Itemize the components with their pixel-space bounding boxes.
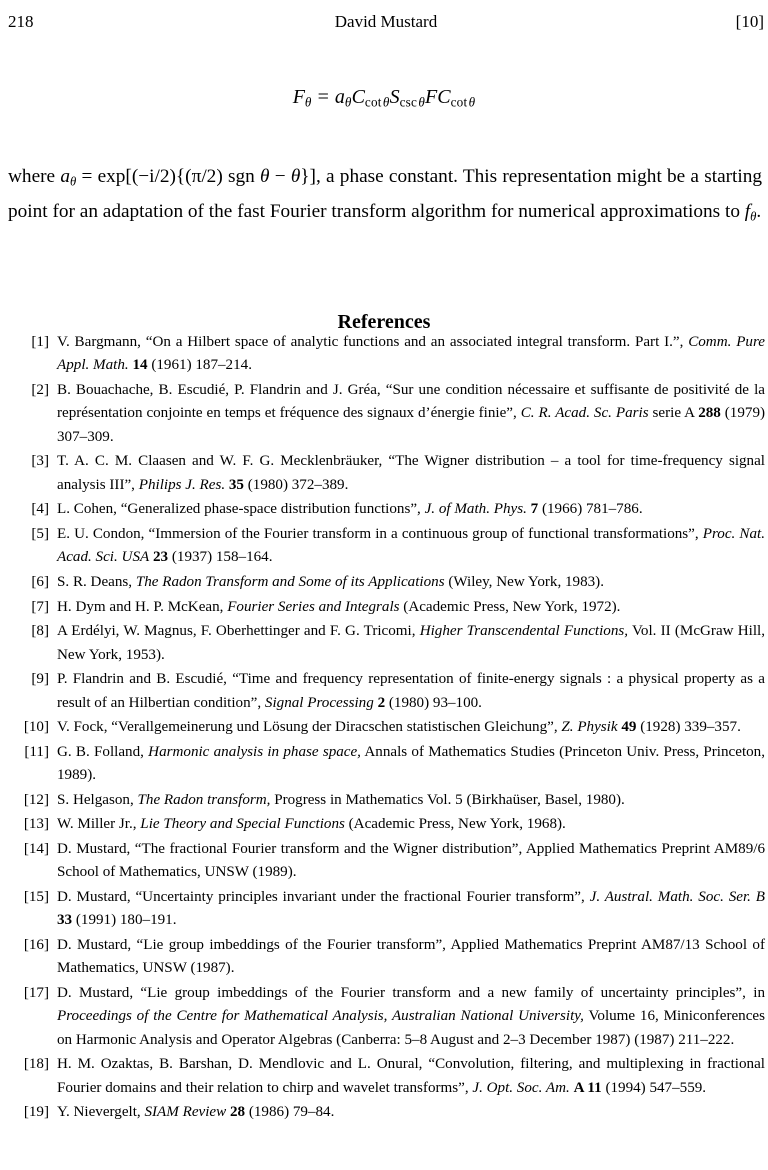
reference-entry: [8, 620, 765, 667]
reference-text-segment: (Academic Press, New York, 1972).: [399, 598, 621, 615]
reference-text: [57, 813, 765, 836]
reference-text: [57, 379, 765, 449]
reference-entry: [8, 596, 765, 619]
reference-text-segment: J. of Math. Phys.: [424, 501, 527, 518]
reference-text-segment: Z. Physik: [561, 719, 618, 736]
reference-text-segment: P. Flandrin and B. Escudié, “Time and frequency representation of finite-energy signals : a physical property as a result of an Hilbertian condition”,: [57, 671, 765, 711]
reference-text-segment: (1966) 781–786.: [538, 501, 643, 518]
running-head-title: David Mustard: [334, 12, 438, 31]
reference-number: [3]: [31, 453, 49, 470]
reference-number: [16]: [23, 936, 49, 953]
reference-text-segment: J. Opt. Soc. Am.: [472, 1079, 570, 1096]
reference-text: [57, 571, 765, 594]
reference-entry: [8, 571, 765, 594]
reference-text-segment: E. U. Condon, “Immersion of the Fourier transform in a continuous group of functional transformations”,: [57, 526, 703, 542]
reference-text-segment: Vol. II (McGraw Hill, New York, 1953).: [57, 623, 765, 663]
reference-text: [57, 716, 765, 739]
reference-text-segment: J. Austral. Math. Soc. Ser. B: [589, 888, 765, 905]
reference-text: [57, 741, 765, 788]
para-equals: =: [81, 166, 93, 188]
reference-text-segment: T. A. C. M. Claasen and W. F. G. Mecklenbräuker, “The Wigner distribution – a tool for time-frequency signal analysis III”,: [57, 453, 765, 493]
reference-text-segment: Annals of Mathematics Studies (Princeton Univ. Press, Princeton, 1989).: [57, 743, 766, 784]
para-var-f: f: [744, 200, 751, 222]
reference-text-segment: serie A: [648, 405, 699, 422]
reference-text-segment: S. Helgason,: [57, 791, 138, 808]
para-theta-2: θ: [290, 166, 301, 188]
body-paragraph: [8, 162, 762, 231]
reference-entry: [8, 331, 765, 378]
reference-text-segment: W. Miller Jr.,: [57, 816, 141, 833]
reference-text-segment: H. Dym and H. P. McKean,: [57, 598, 228, 615]
para-minus: −: [274, 166, 286, 188]
reference-text-segment: S. R. Deans,: [57, 574, 136, 590]
para-exp-open: exp[(−i/2){(π/2) sgn: [97, 166, 255, 188]
reference-text-segment: Y. Nievergelt,: [57, 1104, 145, 1121]
reference-text-segment: The Radon Transform and Some of its Applications: [135, 574, 445, 590]
reference-text: [57, 596, 765, 619]
reference-text: [57, 1053, 765, 1100]
reference-entry: [8, 1053, 765, 1100]
running-head: [8, 12, 764, 34]
reference-text-segment: 7: [530, 501, 539, 518]
reference-text: [57, 498, 765, 521]
reference-text-segment: Proc. Nat. Acad. Sci. USA: [57, 526, 765, 566]
reference-text-segment: 23: [153, 549, 169, 566]
reference-text-segment: (1980) 93–100.: [385, 694, 482, 711]
reference-text: [57, 789, 765, 812]
reference-text-segment: Progress in Mathematics Vol. 5 (Birkhaüser, Basel, 1980).: [270, 791, 625, 808]
reference-text-segment: A 11: [573, 1079, 602, 1096]
reference-number: [18]: [23, 1056, 49, 1073]
reference-text-segment: (1991) 180–191.: [72, 912, 177, 929]
reference-text: [57, 620, 765, 667]
reference-text: [57, 668, 765, 715]
reference-number: [4]: [31, 501, 49, 518]
reference-number: [10]: [23, 719, 49, 736]
para-var-a-sub: θ: [69, 174, 77, 189]
reference-entry: [8, 813, 765, 836]
reference-text-segment: Volume 16, Miniconferences on Harmonic Analysis and Operator Algebras (Canberra: 5–8 August and 2–3 December 1987) (1987) 211–222.: [57, 1008, 765, 1048]
reference-entry: [8, 741, 765, 788]
reference-text-segment: 33: [57, 912, 73, 929]
para-close: }],: [300, 166, 321, 188]
display-equation: $F_\theta = a_\theta C_{cot \theta}S_{csc \theta}FC_{cot \theta}$: [292, 86, 476, 110]
reference-text-segment: (1986) 79–84.: [245, 1104, 335, 1121]
reference-text-segment: D. Mustard, “Uncertainty principles invariant under the fractional Fourier transform”,: [57, 888, 590, 905]
reference-number: [1]: [31, 334, 49, 350]
reference-number: [2]: [31, 382, 49, 398]
reference-entry: [8, 450, 765, 497]
reference-text: [57, 450, 765, 497]
reference-text-segment: Harmonic analysis in phase space,: [148, 743, 361, 760]
reference-text-segment: The Radon transform,: [137, 791, 271, 808]
reference-entry: [8, 668, 765, 715]
reference-text-segment: (1979) 307–309.: [57, 405, 766, 445]
reference-number: [5]: [31, 526, 49, 542]
reference-text-segment: Philips J. Res.: [138, 476, 226, 493]
reference-entry: [8, 523, 765, 570]
reference-text-segment: Proceedings of the Centre for Mathematical Analysis, Australian National University,: [57, 1008, 584, 1025]
reference-text-segment: L. Cohen, “Generalized phase-space distribution functions”,: [57, 501, 425, 518]
reference-number: [9]: [31, 671, 49, 688]
reference-text-segment: 2: [377, 694, 386, 711]
reference-number: [6]: [31, 574, 49, 590]
reference-entry: [8, 498, 765, 521]
reference-text: [57, 934, 765, 981]
page-number-left: 218: [8, 12, 34, 31]
reference-entry: [8, 838, 765, 885]
para-final-period: .: [756, 200, 762, 222]
section-marker-right: [10]: [735, 12, 764, 31]
reference-text: [57, 886, 765, 933]
reference-number: [11]: [24, 743, 49, 760]
reference-text-segment: (1980) 372–389.: [243, 476, 349, 493]
reference-text-segment: (1961) 187–214.: [147, 357, 252, 374]
reference-text-segment: 35: [228, 476, 244, 493]
reference-text-segment: (1928) 339–357.: [636, 719, 741, 736]
reference-entry: [8, 934, 765, 981]
para-seg-where: where: [8, 166, 56, 188]
reference-text-segment: 28: [229, 1104, 246, 1121]
reference-text-segment: A Erdélyi, W. Magnus, F. Oberhettinger and F. G. Tricomi,: [57, 623, 420, 640]
reference-text-segment: Comm. Pure Appl. Math.: [57, 334, 765, 374]
reference-text-segment: 14: [132, 357, 148, 374]
para-var-f-sub: θ: [750, 209, 757, 224]
reference-text-segment: C. R. Acad. Sc. Paris: [520, 405, 649, 422]
reference-number: [14]: [23, 840, 49, 857]
references-heading: References: [337, 310, 431, 333]
reference-text: [57, 1101, 765, 1124]
reference-number: [12]: [23, 791, 49, 808]
reference-number: [7]: [31, 598, 49, 615]
reference-text-segment: 288: [698, 405, 721, 422]
reference-text: [57, 838, 765, 885]
para-var-a: a: [60, 166, 70, 188]
reference-entry: [8, 716, 765, 739]
reference-text-segment: Fourier Series and Integrals: [227, 598, 400, 615]
reference-number: [17]: [23, 984, 49, 1001]
reference-text-segment: (Wiley, New York, 1983).: [444, 574, 604, 590]
reference-entry: [8, 886, 765, 933]
reference-text-segment: B. Bouachache, B. Escudié, P. Flandrin and J. Gréa, “Sur une condition nécessaire et suffisante de positivité de la représentation conjointe en temps et fréquence des signaux d’énergie finie”,: [57, 382, 765, 422]
reference-text-segment: V. Bargmann, “On a Hilbert space of analytic functions and an associated integral transform. Part I.”,: [57, 334, 689, 350]
reference-entry: [8, 379, 765, 449]
reference-text-segment: V. Fock, “Verallgemeinerung und Lösung der Diracschen statistischen Gleichung”,: [57, 719, 562, 736]
reference-text-segment: G. B. Folland,: [57, 743, 149, 760]
reference-number: [15]: [23, 888, 49, 905]
reference-entry: [8, 789, 765, 812]
references-list: [8, 331, 765, 1126]
reference-text-segment: Signal Processing: [264, 694, 374, 711]
reference-text: [57, 523, 765, 570]
reference-text-segment: 49: [621, 719, 637, 736]
reference-text-segment: Higher Transcendental Functions,: [419, 623, 629, 640]
reference-number: [8]: [31, 623, 49, 640]
reference-text-segment: D. Mustard, “Lie group imbeddings of the Fourier transform and a new family of uncertainty principles”, in: [57, 984, 765, 1001]
reference-number: [19]: [23, 1104, 49, 1121]
reference-text-segment: (Academic Press, New York, 1968).: [344, 816, 566, 833]
para-rest: a phase constant. This representation might be a starting point for an adaptation of the fast Fourier transform algorithm for numerical approximations to: [8, 166, 763, 222]
reference-text: [57, 982, 765, 1052]
reference-text-segment: (1937) 158–164.: [168, 549, 273, 566]
reference-text-segment: Lie Theory and Special Functions: [140, 816, 345, 833]
reference-text: [57, 331, 765, 378]
reference-text-segment: (1994) 547–559.: [601, 1079, 707, 1096]
reference-text-segment: SIAM Review: [144, 1104, 227, 1121]
reference-text-segment: D. Mustard, “Lie group imbeddings of the Fourier transform”, Applied Mathematics Preprint AM87/13 School of Mathematics, UNSW (1987).: [57, 936, 765, 977]
reference-text-segment: D. Mustard, “The fractional Fourier transform and the Wigner distribution”, Applied Mathematics Preprint AM89/6 School of Mathematics, UNSW (1989).: [57, 840, 765, 881]
reference-entry: [8, 982, 765, 1052]
reference-number: [13]: [23, 816, 49, 833]
reference-text-segment: H. M. Ozaktas, B. Barshan, D. Mendlovic and L. Onural, “Convolution, filtering, and multiplexing in fractional Fourier domains and their relation to chirp and wavelet transforms”,: [57, 1056, 765, 1096]
para-theta-1: θ: [259, 166, 270, 188]
reference-entry: [8, 1101, 765, 1124]
